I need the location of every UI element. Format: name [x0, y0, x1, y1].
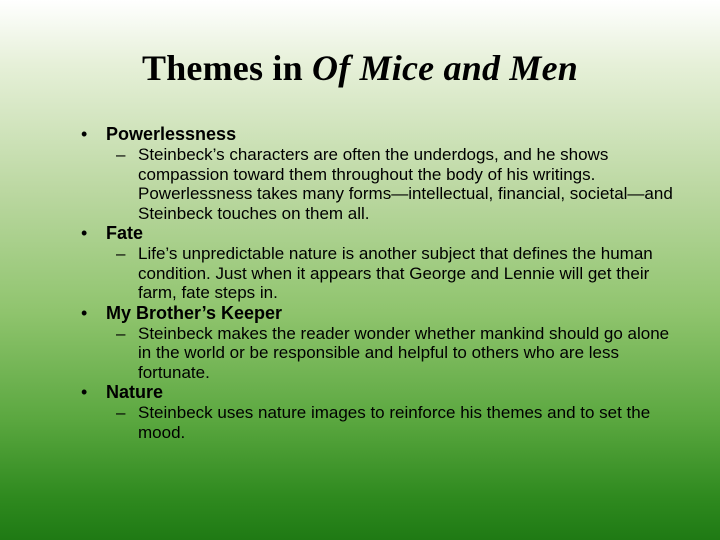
dash-icon: – — [116, 244, 126, 263]
bullet-brothers-keeper — [78, 303, 678, 324]
sub-bullet-fate — [78, 244, 678, 303]
bullet-label: Nature — [106, 382, 164, 402]
bullet-point-icon: • — [81, 302, 88, 323]
dash-icon: – — [116, 145, 126, 164]
slide-title — [0, 44, 720, 92]
sub-bullet-brothers-keeper — [78, 324, 678, 383]
sub-bullet-powerlessness — [78, 145, 678, 223]
bullet-point-icon: • — [81, 223, 88, 243]
dash-icon: – — [116, 403, 126, 422]
bullet-label: Fate — [106, 223, 144, 243]
bullet-point-icon: • — [81, 124, 88, 144]
bullet-label: My Brother’s Keeper — [106, 302, 283, 323]
bullet-point-icon: • — [81, 382, 88, 402]
bullet-nature — [78, 382, 678, 403]
bullet-label: Powerlessness — [106, 124, 237, 144]
sub-bullet-text: Steinbeck makes the reader wonder whether mankind should go alone in the world or be responsible and helpful to others who are less fortunate. — [138, 323, 670, 382]
bullet-fate — [78, 223, 678, 244]
dash-icon: – — [116, 323, 126, 343]
title-prefix: Themes in — [141, 48, 312, 88]
sub-bullet-text: Steinbeck uses nature images to reinforce his themes and to set the mood. — [138, 403, 651, 442]
title-book-name: Of Mice and Men — [312, 48, 578, 88]
bullet-list — [78, 124, 678, 442]
sub-bullet-text: Steinbeck’s characters are often the underdogs, and he shows compassion toward them throughout the body of his writings. Powerlessness takes many forms—intellectual, financial, societal—and Steinbeck touches on them all. — [138, 145, 673, 223]
sub-bullet-nature — [78, 403, 678, 442]
sub-bullet-text: Life’s unpredictable nature is another subject that defines the human condition. Just when it appears that George and Lennie will get their farm, fate steps in. — [138, 244, 653, 302]
bullet-powerlessness — [78, 124, 678, 145]
